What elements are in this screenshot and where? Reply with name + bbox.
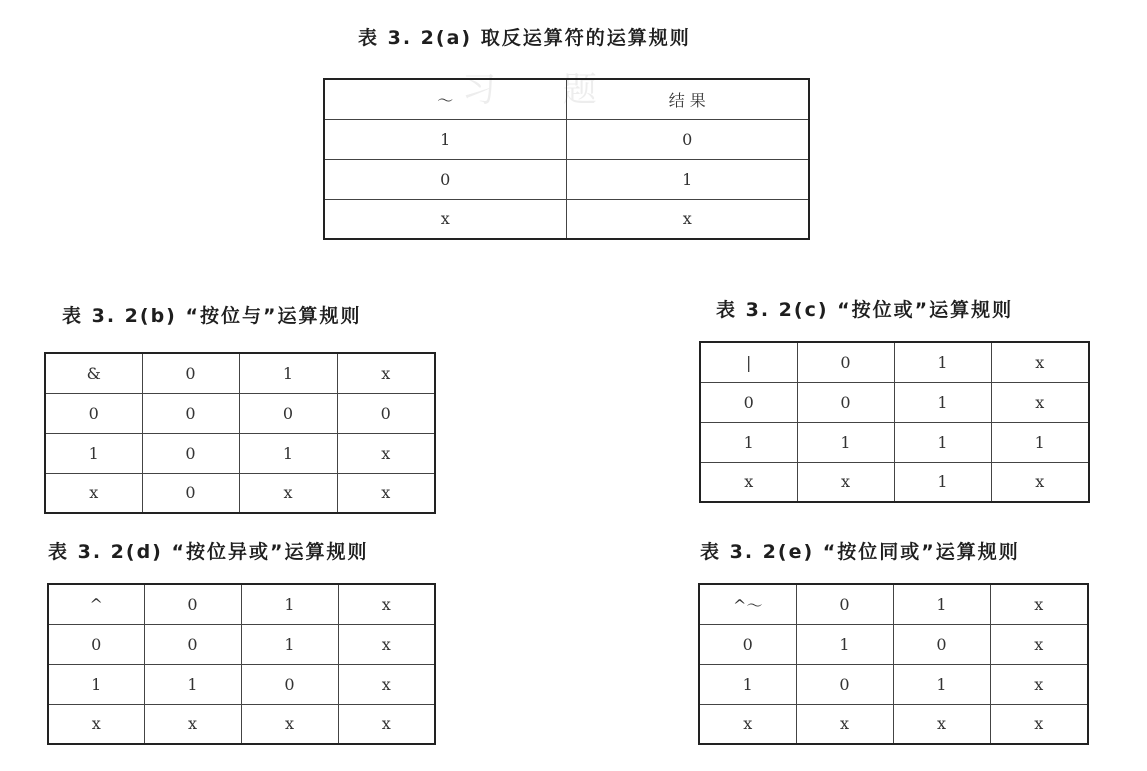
table-cell: 0: [796, 584, 893, 624]
table-cell: 0: [144, 584, 241, 624]
table-e: [698, 583, 1089, 745]
table-c: [699, 341, 1090, 503]
table-cell: 0: [699, 624, 796, 664]
table-cell: x: [241, 704, 338, 744]
table-row: [48, 704, 435, 744]
table-row: [48, 584, 435, 624]
table-cell: |: [700, 342, 797, 382]
table-cell: 1: [241, 584, 338, 624]
table-row: [699, 704, 1088, 744]
table-d-caption: 表 3. 2(d) “按位异或”运算规则: [48, 541, 369, 563]
table-cell: 0: [566, 119, 809, 159]
table-cell: 0: [144, 624, 241, 664]
table-cell: ～: [324, 79, 566, 119]
table-row: [324, 159, 809, 199]
table-row: [324, 119, 809, 159]
table-cell: x: [144, 704, 241, 744]
table-cell: &: [45, 353, 142, 393]
table-cell: 0: [797, 382, 894, 422]
table-cell: x: [338, 584, 435, 624]
table-row: [45, 353, 435, 393]
table-row: [700, 382, 1089, 422]
table-cell: x: [990, 624, 1088, 664]
table-cell: x: [991, 342, 1089, 382]
table-row: [45, 433, 435, 473]
table-e-caption: 表 3. 2(e) “按位同或”运算规则: [700, 541, 1020, 563]
table-cell: 1: [893, 664, 990, 704]
table-cell: x: [990, 664, 1088, 704]
table-cell: x: [337, 473, 435, 513]
table-row: [700, 462, 1089, 502]
table-cell: 0: [796, 664, 893, 704]
table-a-caption: 表 3. 2(a) 取反运算符的运算规则: [358, 27, 691, 49]
table-cell: x: [338, 624, 435, 664]
table-cell: 1: [239, 353, 337, 393]
table-cell: 1: [239, 433, 337, 473]
table-cell: 1: [699, 664, 796, 704]
table-cell: x: [700, 462, 797, 502]
table-cell: 1: [893, 584, 990, 624]
table-cell: 0: [142, 433, 239, 473]
table-cell: 0: [45, 393, 142, 433]
table-cell: 0: [893, 624, 990, 664]
table-row: [699, 584, 1088, 624]
table-row: [45, 393, 435, 433]
table-cell: x: [338, 664, 435, 704]
table-cell: 0: [337, 393, 435, 433]
table-cell: x: [699, 704, 796, 744]
table-cell: 0: [142, 473, 239, 513]
table-cell: 1: [48, 664, 144, 704]
table-cell: x: [324, 199, 566, 239]
table-row: [48, 664, 435, 704]
table-cell: x: [48, 704, 144, 744]
table-row: [48, 624, 435, 664]
table-cell: 1: [796, 624, 893, 664]
table-c-caption: 表 3. 2(c) “按位或”运算规则: [716, 299, 1014, 321]
table-row: [699, 664, 1088, 704]
table-cell: 0: [797, 342, 894, 382]
table-row: [700, 422, 1089, 462]
table-cell: x: [239, 473, 337, 513]
table-cell: 0: [239, 393, 337, 433]
table-cell: x: [893, 704, 990, 744]
table-cell: 0: [48, 624, 144, 664]
table-row: [700, 342, 1089, 382]
table-a: [323, 78, 810, 240]
table-cell: x: [990, 584, 1088, 624]
table-cell: x: [45, 473, 142, 513]
table-cell: x: [991, 462, 1089, 502]
table-cell: 1: [566, 159, 809, 199]
table-cell: 1: [991, 422, 1089, 462]
table-cell: 0: [142, 353, 239, 393]
table-cell: 0: [142, 393, 239, 433]
table-cell: 1: [45, 433, 142, 473]
table-cell: x: [796, 704, 893, 744]
table-cell: x: [797, 462, 894, 502]
table-cell: 结 果: [566, 79, 809, 119]
table-cell: x: [338, 704, 435, 744]
table-cell: 1: [894, 382, 991, 422]
bleed-through-text: 习 题: [462, 70, 625, 110]
table-cell: x: [337, 433, 435, 473]
table-cell: 1: [894, 342, 991, 382]
table-row: [699, 624, 1088, 664]
table-row: [324, 79, 809, 119]
table-cell: 1: [894, 422, 991, 462]
table-cell: 0: [324, 159, 566, 199]
table-cell: ^: [48, 584, 144, 624]
table-cell: x: [337, 353, 435, 393]
table-cell: 1: [241, 624, 338, 664]
table-cell: ^～: [699, 584, 796, 624]
table-cell: 1: [144, 664, 241, 704]
table-cell: 1: [700, 422, 797, 462]
table-cell: x: [991, 382, 1089, 422]
table-b: [44, 352, 436, 514]
table-cell: 1: [324, 119, 566, 159]
table-cell: 1: [797, 422, 894, 462]
table-row: [324, 199, 809, 239]
table-cell: x: [990, 704, 1088, 744]
table-cell: 1: [894, 462, 991, 502]
table-cell: 0: [241, 664, 338, 704]
table-cell: 0: [700, 382, 797, 422]
table-d: [47, 583, 436, 745]
table-b-caption: 表 3. 2(b) “按位与”运算规则: [62, 305, 362, 327]
table-cell: x: [566, 199, 809, 239]
table-row: [45, 473, 435, 513]
